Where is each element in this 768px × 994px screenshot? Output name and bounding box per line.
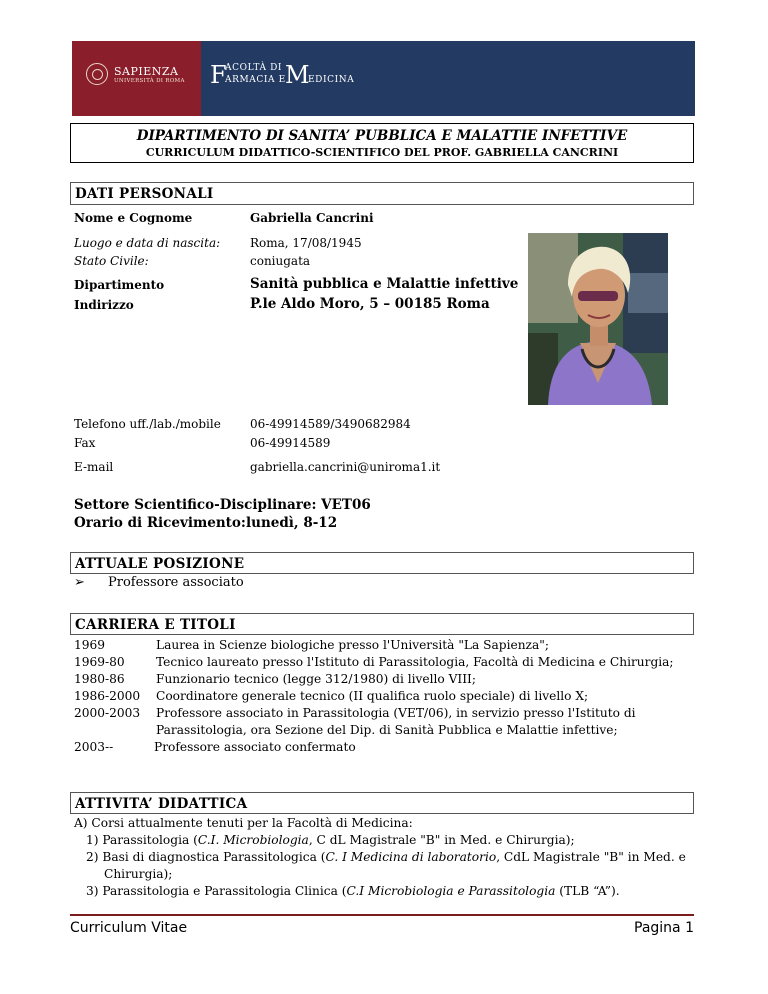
university-subtitle: UNIVERSITÀ DI ROMA <box>114 78 185 84</box>
birth-value: Roma, 17/08/1945 <box>250 236 362 250</box>
career-row-text: Professore associato in Parassitologia (VET/06), in servizio presso l'Istituto di <box>156 706 636 720</box>
section-title: CARRIERA E TITOLI <box>75 617 236 633</box>
section-career <box>70 613 694 635</box>
course-item-3: 3) Parassitologia e Parassitologia Clinica (C.I Microbiologia e Parassitologia (TLB “A”). <box>86 884 620 898</box>
teaching-intro: A) Corsi attualmente tenuti per la Facoltà di Medicina: <box>74 816 413 830</box>
career-row: 1986-2000 <box>74 689 141 703</box>
civil-status-value: coniugata <box>250 254 311 268</box>
section-title: ATTIVITA’ DIDATTICA <box>75 796 248 812</box>
scientific-sector: Settore Scientifico-Disciplinare: VET06 <box>74 497 371 513</box>
university-logo-panel <box>72 41 201 116</box>
career-row-text: Coordinatore generale tecnico (II qualifica ruolo speciale) di livello X; <box>156 689 589 703</box>
fax-value: 06-49914589 <box>250 436 331 450</box>
cv-subtitle: CURRICULUM DIDATTICO-SCIENTIFICO DEL PROF. GABRIELLA CANCRINI <box>145 146 619 159</box>
email-value[interactable]: gabriella.cancrini@uniroma1.it <box>250 460 441 474</box>
course-item-2-cont: Chirurgia); <box>104 867 173 881</box>
address-label: Indirizzo <box>74 298 134 312</box>
name-label: Nome e Cognome <box>74 211 193 225</box>
office-hours-label: Orario di Ricevimento: <box>74 515 246 531</box>
career-row: 2003-- <box>74 740 114 754</box>
fax-label: Fax <box>74 436 96 450</box>
faculty-line1: ACOLTÀ DI <box>225 63 283 73</box>
department-title: DIPARTIMENTO DI SANITA’ PUBBLICA E MALATTIE INFETTIVE <box>136 128 628 144</box>
section-teaching <box>70 792 694 814</box>
career-row: 2000-2003 <box>74 706 141 720</box>
current-position-value: Professore associato <box>108 575 244 590</box>
office-hours-value: lunedì, 8-12 <box>246 515 338 531</box>
section-title: DATI PERSONALI <box>75 186 214 202</box>
career-row-text: Parassitologia, ora Sezione del Dip. di Sanità Pubblica e Malattie infettive; <box>156 723 618 737</box>
arrow-bullet-icon: ➢ <box>74 575 85 590</box>
university-name: SAPIENZA <box>114 65 179 78</box>
career-row: 1969-80 <box>74 655 125 669</box>
course-item-1: 1) Parassitologia (C.I. Microbiologia, C dL Magistrale "B" in Med. e Chirurgia); <box>86 833 575 847</box>
faculty-letter-f: F <box>210 61 227 89</box>
footer-divider <box>70 914 694 916</box>
career-row-text: Professore associato confermato <box>154 740 356 754</box>
civil-status-label: Stato Civile: <box>74 254 149 268</box>
section-title: ATTUALE POSIZIONE <box>75 556 245 572</box>
birth-label: Luogo e data di nascita: <box>74 236 221 250</box>
department-value: Sanità pubblica e Malattie infettive <box>250 276 519 292</box>
name-value: Gabriella Cancrini <box>250 211 374 225</box>
career-row: 1969 <box>74 638 106 652</box>
career-row-text: Laurea in Scienze biologiche presso l'Università "La Sapienza"; <box>156 638 549 652</box>
university-seal-icon <box>86 63 108 85</box>
document-title-box <box>70 123 694 163</box>
career-row-text: Tecnico laureato presso l'Istituto di Parassitologia, Facoltà di Medicina e Chirurgia; <box>156 655 674 669</box>
career-row: 1980-86 <box>74 672 125 686</box>
staff-of-asclepius-icon <box>723 47 743 111</box>
footer-left: Curriculum Vitae <box>70 920 188 936</box>
course-item-2: 2) Basi di diagnostica Parassitologica (C. I Medicina di laboratorio, CdL Magistrale "B" in Med. e <box>86 850 686 864</box>
faculty-letter-m: M <box>285 61 310 89</box>
phone-label: Telefono uff./lab./mobile <box>74 417 221 431</box>
faculty-line2-b: EDICINA <box>308 75 355 85</box>
section-personal-data <box>70 182 694 205</box>
faculty-line2: ARMACIA E <box>225 75 286 85</box>
profile-photo <box>528 233 668 405</box>
address-value: P.le Aldo Moro, 5 – 00185 Roma <box>250 296 490 312</box>
page-number: Pagina 1 <box>634 920 694 936</box>
section-current-position <box>70 552 694 574</box>
career-row-text: Funzionario tecnico (legge 312/1980) di livello VIII; <box>156 672 476 686</box>
email-label: E-mail <box>74 460 114 474</box>
header-banner <box>72 41 695 116</box>
department-label: Dipartimento <box>74 278 165 292</box>
phone-value: 06-49914589/3490682984 <box>250 417 411 431</box>
